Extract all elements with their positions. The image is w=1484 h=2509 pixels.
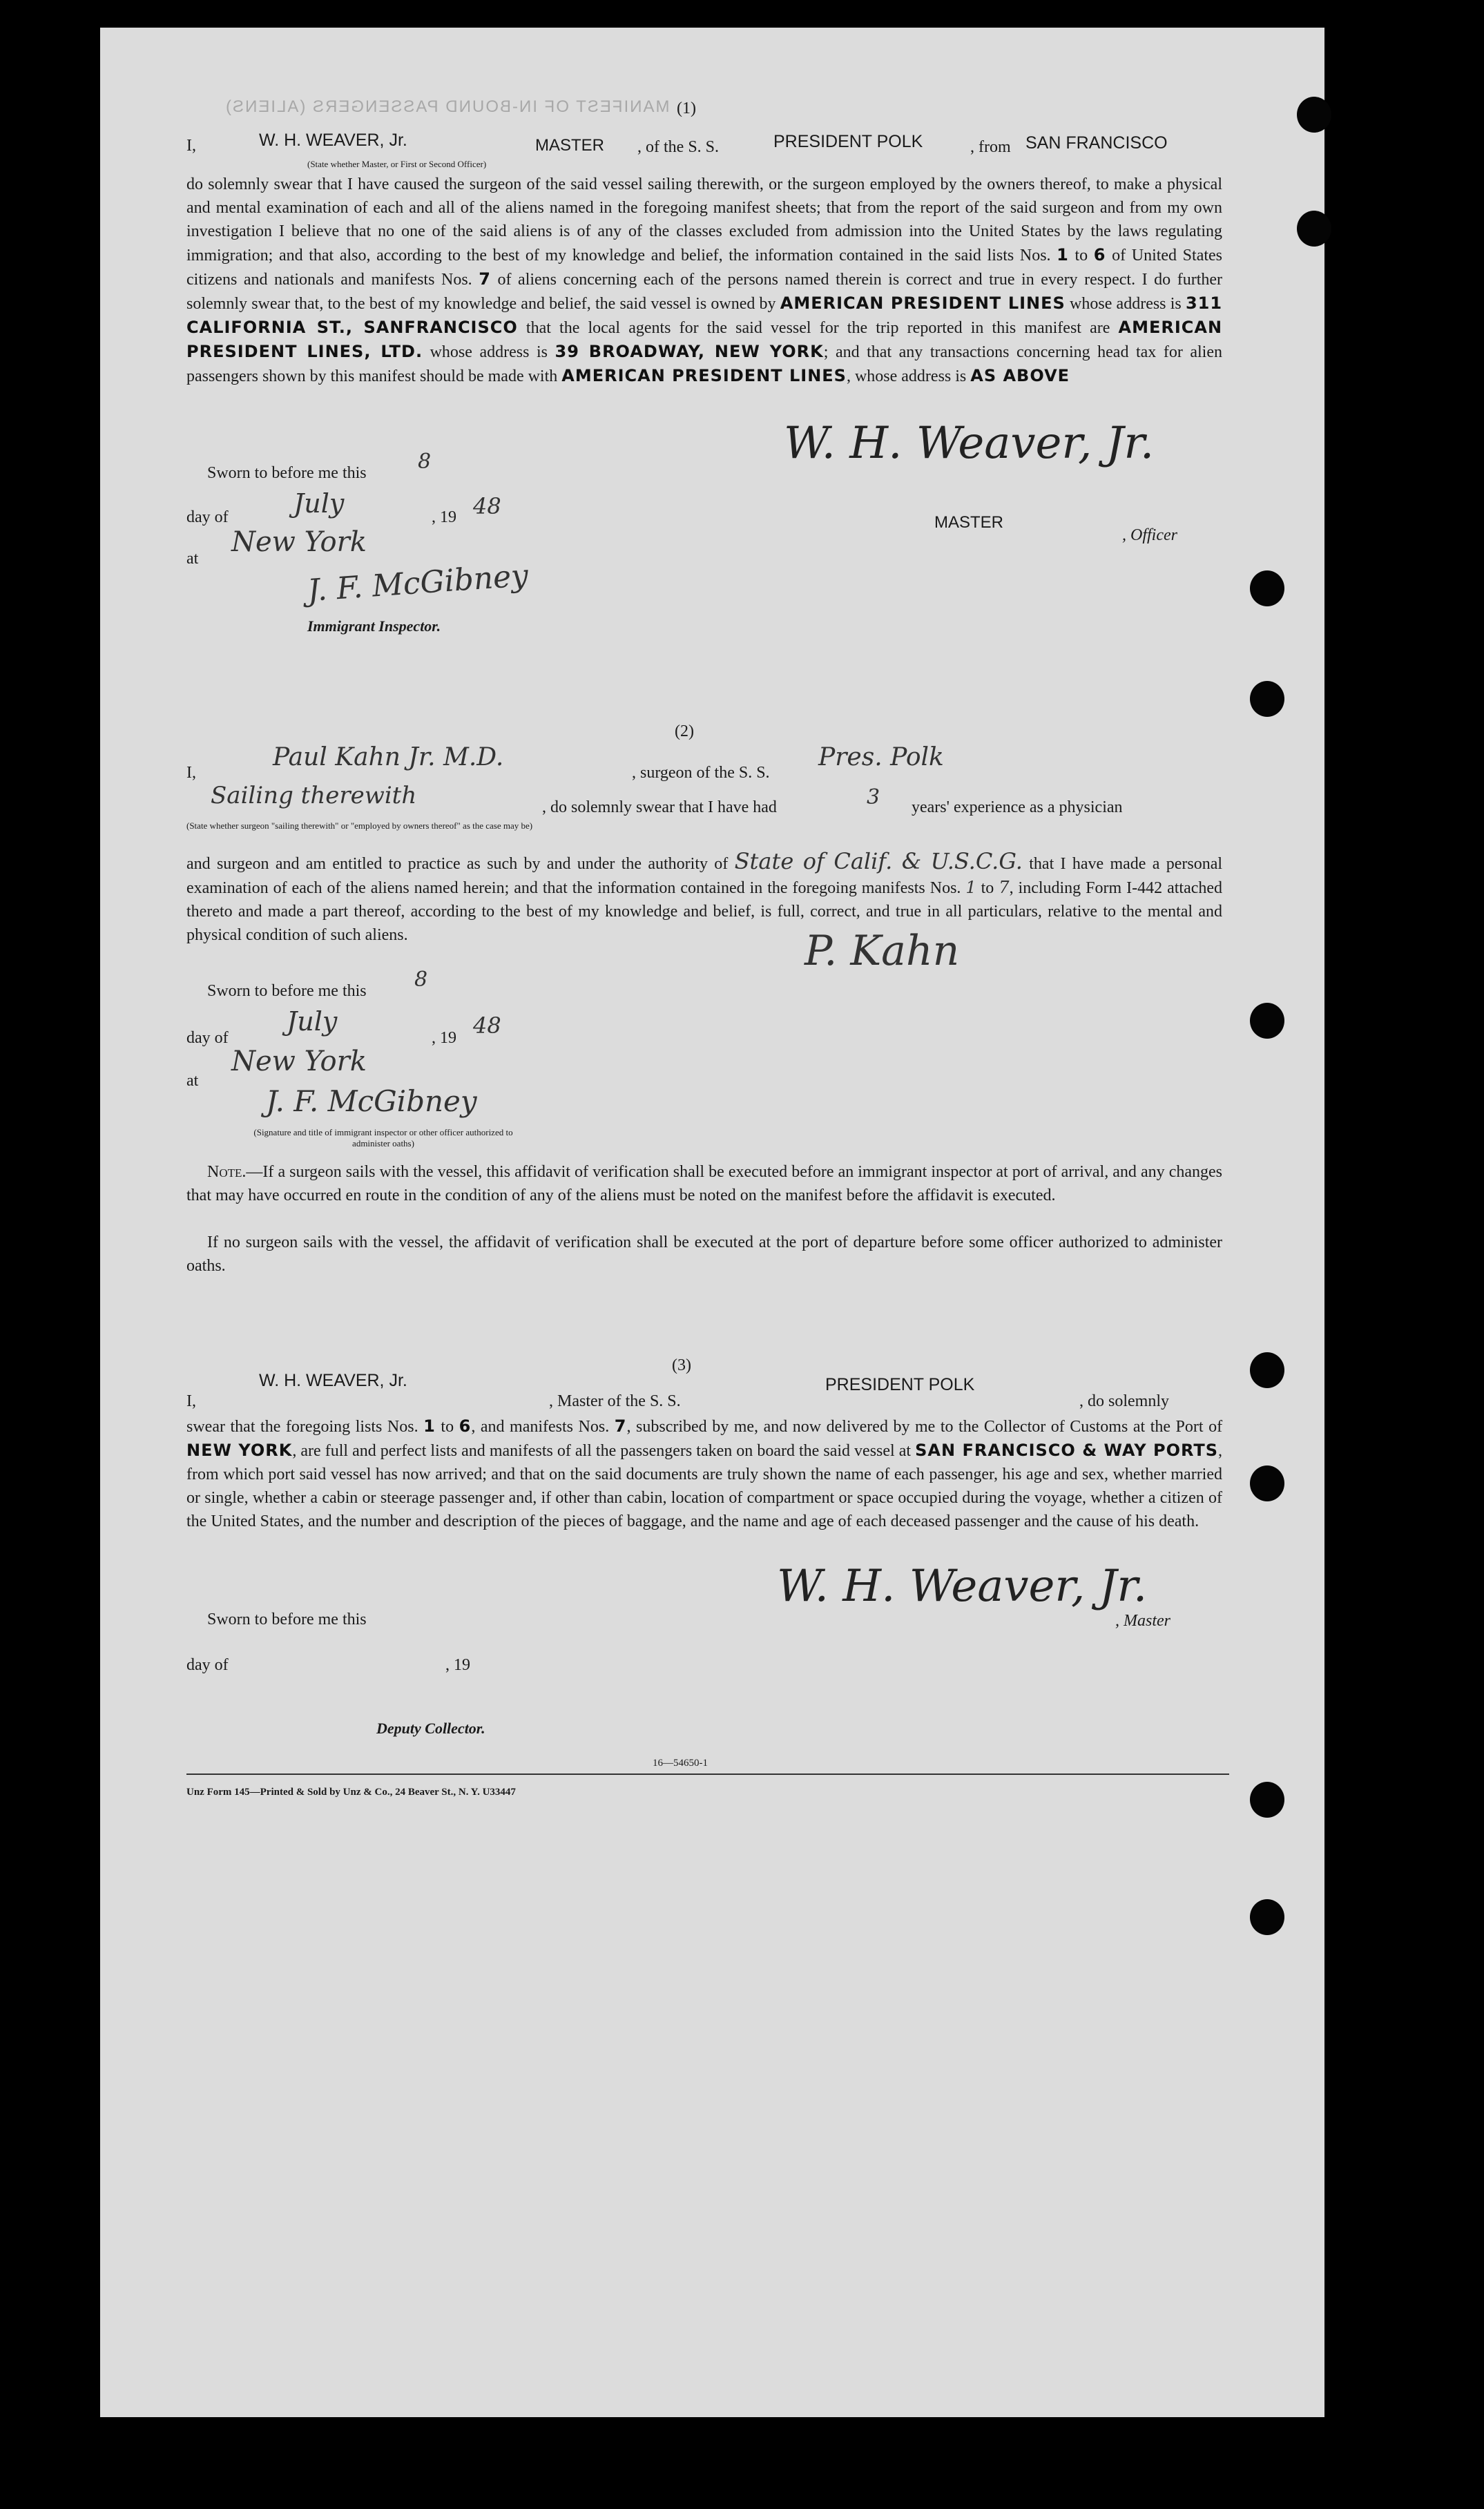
sec3-text-3: manifests of all the passengers taken on board the said vessel at xyxy=(489,1442,912,1460)
form-code: 16—54650-1 xyxy=(653,1758,708,1769)
year-prefix-2: , 19 xyxy=(432,1029,456,1047)
sec2-text-1: and surgeon and am entitled to practice as such by and under the authority of xyxy=(186,855,729,873)
collector-label: Deputy Collector. xyxy=(376,1720,485,1737)
sec3-text-2b: , are full and perfect lists and xyxy=(292,1442,485,1460)
sec3-text-4: port said vessel has now arrived; and that on the said documents are truly shown the name of each passenger, his age and sex, whether married or single, whether a cabin or steerage passenger and, if other than cabin, location of compartment or space occupied during the voyage, whether a citizen of the United States, and the number and description of the pieces of baggage, and the name and age of each deceased passenger and the cause of his death. xyxy=(186,1465,1223,1530)
section-1-number: (1) xyxy=(677,99,696,117)
experience-years: 3 xyxy=(867,785,880,809)
sec3-text-1: swear that the foregoing lists Nos. xyxy=(186,1418,418,1436)
rank-caption: (State whether Master, or First or Second Officer) xyxy=(307,159,487,169)
note-text: —If a surgeon sails with the vessel, this affidavit of verification shall be executed before an immigrant inspector at port of arrival, and any changes that may have occurred en route in the condition of any of the aliens must be noted on the manifest before the affidavit is executed. xyxy=(186,1163,1222,1204)
punch-hole xyxy=(1250,681,1284,717)
sec1-text-5: ; and that any transactions concerning head tax for alien passengers shown by this manifest should be made with xyxy=(186,343,1222,385)
experience-label: years' experience as a physician xyxy=(912,798,1123,816)
whose-address-label: whose address is xyxy=(1070,295,1182,313)
headtax-name: AMERICAN PRESIDENT LINES xyxy=(561,366,847,385)
document-page xyxy=(100,28,1324,2417)
sec1-text-1: do solemnly swear that I have caused the surgeon of the said vessel sailing therewith, or the surgeon employed by the owners thereof, to make a physical and mental examination of each and all of the aliens named in the foregoing manifest sheets; that from the report of the said surgeon and from my own investigation I believe that no one of the said aliens is of any of the classes excluded from admission into the United States by the laws regulating immigration; and that also, according to the best of my knowledge and belief, the information contained in the said lists Nos. xyxy=(186,175,1222,265)
inspector-label-1: Immigrant Inspector. xyxy=(307,617,441,635)
section-3-paragraph xyxy=(186,1414,1222,1533)
sworn-year-2: 48 xyxy=(473,1012,501,1039)
punch-hole xyxy=(1250,570,1284,606)
punch-hole xyxy=(1297,211,1331,247)
sworn-label-2: Sworn to before me this xyxy=(207,982,367,1000)
master-signature-1: W. H. Weaver, Jr. xyxy=(784,418,1155,469)
surgeon-signature: P. Kahn xyxy=(804,927,960,975)
sec3-text-2: delivered by me to the Collector of Customs at the Port of xyxy=(826,1418,1223,1436)
manifests-no: 7 xyxy=(479,269,491,289)
at-label-2: at xyxy=(186,1072,199,1090)
owner-name: AMERICAN PRESIDENT LINES xyxy=(780,294,1066,313)
manifests-no-3: 7 xyxy=(614,1416,627,1436)
to-label-3: to xyxy=(441,1418,454,1436)
from-label: , from xyxy=(970,138,1011,156)
sec1-text-2: of United States citizens and nationals and manifests Nos. xyxy=(186,247,1223,289)
manifests-label-3: , and manifests Nos. xyxy=(471,1418,610,1436)
headtax-address: AS ABOVE xyxy=(970,366,1070,385)
sec2-text-3: , including Form I-442 attached thereto and made a part thereof, according to the best of my knowledge and belief, is full, correct, and true in all particulars, relative to the mental and physical condition of such aliens. xyxy=(186,879,1223,944)
sworn-label-3: Sworn to before me this xyxy=(207,1611,367,1628)
footer-rule xyxy=(186,1773,1229,1775)
sworn-day-1: 8 xyxy=(418,450,432,474)
day-of-label-3: day of xyxy=(186,1656,229,1674)
sworn-place-2: New York xyxy=(231,1046,367,1077)
sailing-caption: (State whether surgeon "sailing therewith" or "employed by owners thereof" as the case may be) xyxy=(186,820,533,831)
sec1-text-3: of aliens concerning each of the persons named therein is correct and true in every respect. I do further solemnly swear that, to the best of my knowledge and belief, the said vessel is owned by xyxy=(186,271,1223,313)
bleed-through-heading: MANIFEST OF IN-BOUND PASSENGERS (ALIENS) xyxy=(224,97,670,116)
punch-hole xyxy=(1250,1782,1284,1818)
lists-to-3: 6 xyxy=(459,1416,472,1436)
to-label-2: to xyxy=(981,879,994,897)
punch-hole xyxy=(1250,1899,1284,1935)
inspector-signature-1: J. F. McGibney xyxy=(306,557,530,609)
i-label: I, xyxy=(186,137,196,155)
year-prefix-3: , 19 xyxy=(445,1656,470,1674)
ports-of-departure: SAN FRANCISCO & WAY PORTS xyxy=(915,1441,1219,1460)
section-2-number: (2) xyxy=(675,722,694,740)
sworn-day-2: 8 xyxy=(414,968,428,992)
inspector-signature-2: J. F. McGibney xyxy=(266,1084,477,1118)
sworn-month-2: July xyxy=(287,1006,338,1037)
punch-hole xyxy=(1250,1352,1284,1388)
authority: State of Calif. & U.S.C.G. xyxy=(734,848,1023,874)
manifest-from: 1 xyxy=(965,878,976,897)
solemnly-label-2: , do solemnly swear that I have had xyxy=(542,798,777,816)
note-label: Note. xyxy=(207,1163,247,1181)
agents-address: 39 BROADWAY, NEW YORK xyxy=(555,342,824,361)
lists-from: 1 xyxy=(1057,245,1069,265)
sworn-place-1: New York xyxy=(231,526,367,558)
master-signature-3: W. H. Weaver, Jr. xyxy=(777,1561,1148,1612)
note-paragraph xyxy=(186,1160,1222,1207)
officer-label: , Officer xyxy=(1122,526,1177,544)
whose-address-label-2: , whose address is xyxy=(846,367,967,385)
punch-hole xyxy=(1297,97,1331,133)
i-label-3: I, xyxy=(186,1392,196,1410)
master-name: W. H. WEAVER, Jr. xyxy=(259,131,407,150)
master-name-3: W. H. WEAVER, Jr. xyxy=(259,1371,407,1390)
sworn-month-1: July xyxy=(293,488,345,519)
day-of-label-1: day of xyxy=(186,508,229,526)
master-label-3: , Master xyxy=(1115,1612,1170,1630)
year-prefix-1: , 19 xyxy=(432,508,456,526)
manifest-to: 7 xyxy=(999,878,1010,897)
printer-imprint: Unz Form 145—Printed & Sold by Unz & Co., 24 Beaver St., N. Y. U33447 xyxy=(186,1787,516,1798)
punch-hole xyxy=(1250,1003,1284,1039)
surgeon-vessel: Pres. Polk xyxy=(818,743,944,771)
sworn-label-1: Sworn to before me this xyxy=(207,464,367,482)
sec3-text-3b: , from which xyxy=(186,1442,1223,1483)
vessel-name: PRESIDENT POLK xyxy=(773,132,923,151)
section-3-number: (3) xyxy=(672,1356,691,1374)
surgeon-sailing: Sailing therewith xyxy=(211,782,417,809)
subscribed-label: , subscribed by me, and now xyxy=(626,1418,822,1436)
port-of-arrival: NEW YORK xyxy=(186,1441,293,1460)
surgeon-name: Paul Kahn Jr. M.D. xyxy=(273,743,504,771)
note-paragraph-2 xyxy=(186,1231,1222,1278)
of-ss-label: , of the S. S. xyxy=(637,138,720,156)
note2-text: If no surgeon sails with the vessel, the affidavit of verification shall be executed at the port of departure before some officer authorized to administer oaths. xyxy=(186,1233,1222,1275)
sig-caption: (Signature and title of immigrant inspector or other officer authorized to administer oaths) xyxy=(253,1127,513,1148)
section-1-paragraph: do solemnly swear that I have caused the surgeon of the said vessel sailing therewith, or the surgeon employed by the owners thereof, to make a physical and mental examination of each and all of the aliens named in the foregoing manifest sheets; that from the report of the said surgeon and from my own investigation I believe that no one of the said aliens is of any of the classes excluded from admission into the United States by the laws regulating immigration; and that also, according to the best of my knowledge and belief, the information contained in the said lists Nos. 1 to 6 of United States citizens and nationals and manifests Nos. 7 of aliens concerning each of the persons named therein is correct and true in every respect. I do further solemnly swear that, to the best of my knowledge and belief, the said vessel is owned by AMERICAN PRESIDENT LINES whose address is 311 CALIFORNIA ST., SANFRANCISCO that the local agents for the said vessel for the trip reported in this manifest are AMERICAN PRESIDENT LINES, LTD. whose address is 39 BROADWAY, NEW YORK; and that any transactions concerning head tax for alien passengers shown by this manifest should be made with AMERICAN PRESIDENT LINES, whose address is AS ABOVE xyxy=(186,175,1223,385)
lists-from-3: 1 xyxy=(423,1416,436,1436)
punch-hole xyxy=(1250,1465,1284,1501)
vessel-name-3: PRESIDENT POLK xyxy=(825,1375,975,1394)
solemnly-label-3: , do solemnly xyxy=(1079,1392,1169,1410)
master-rank: MASTER xyxy=(535,136,605,155)
at-label-1: at xyxy=(186,550,199,568)
sec1-text-4: that the local agents for the said vessel for the trip reported in this manifest are xyxy=(526,319,1110,337)
section-2-paragraph xyxy=(186,849,1222,947)
owner-address: 311 CALIFORNIA ST., SANFRANCISCO xyxy=(186,294,1223,337)
agents-name: AMERICAN PRESIDENT LINES, LTD. xyxy=(186,318,1223,361)
lists-to: 6 xyxy=(1093,245,1106,265)
sec2-text-2: that I have made a personal examination of each of the aliens named herein; and that the information contained in the foregoing manifests Nos. xyxy=(186,855,1223,897)
surgeon-of-label: , surgeon of the S. S. xyxy=(632,764,770,782)
i-label-2: I, xyxy=(186,764,196,782)
sworn-year-1: 48 xyxy=(473,493,501,519)
day-of-label-2: day of xyxy=(186,1029,229,1047)
officer-rank: MASTER xyxy=(934,513,1004,532)
port-from: SAN FRANCISCO xyxy=(1025,133,1168,153)
master-of-label: , Master of the S. S. xyxy=(549,1392,681,1410)
